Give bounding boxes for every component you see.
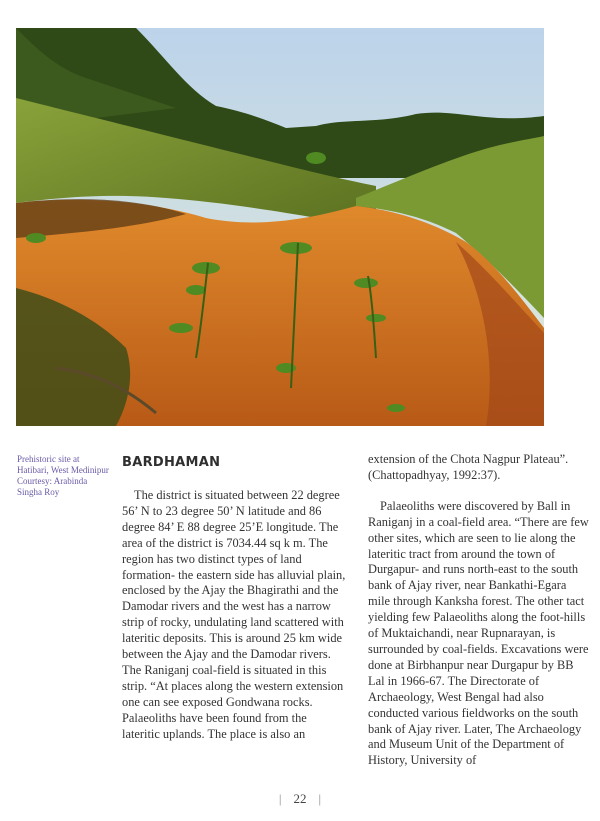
divider: | xyxy=(318,791,322,806)
section-heading: BARDHAMAN xyxy=(122,455,221,470)
body-paragraph-continuation: extension of the Chota Nagpur Plateau”. (Chattopadhyay, 1992:37). xyxy=(368,452,569,482)
divider: | xyxy=(278,791,282,806)
body-paragraph: The district is situated between 22 degree 56’ N to 23 degree 50’ N latitude and 86 degree 84’ E 88 degree 25’E longitude. The area of the district is 7034.44 sq k m. The region has two distinct types of land formation- the eastern side has alluvial plain, enclosed by the Ajay the Bhagirathi and the Damodar rivers and the west has a narrow strip of rocky, undulating land scattered with lateritic deposits. This is around 25 km wide between the Ajay and the Damodar rivers. The Raniganj coal-field is situated in this strip. “At places along the western extension one can see exposed Gondwana rocks. Palaeoliths have been found from the lateritic uplands. The place is also an xyxy=(122,488,346,741)
photo-caption: Prehistoric site at Hatibari, West Medinipur Courtesy: Arabinda Singha Roy xyxy=(17,454,109,497)
page-footer xyxy=(0,791,600,807)
text-column-left xyxy=(122,452,347,743)
page-number: 22 xyxy=(293,791,307,806)
body-paragraph: Palaeoliths were discovered by Ball in Raniganj in a coal-field area. “There are few other sites, which are seen to lie along the lateritic tract from around the town of Durgapur- and runs north-east to the south bank of Ajay river, near Bankathi-Egara mile through Kanksha forest. The other tact yielding few Palaeoliths along the foot-hills of Muktaichandi, near Rupnarayan, is surrounded by coal-fields. Excavations were done at Birbhanpur near Durgapur by BB Lal in 1966-67. The Directorate of Archaeology, West Bengal had also conducted various fieldworks on the south bank of Ajay river. Later, The Archaeology and Museum Unit of the Department of History, University of xyxy=(368,498,589,768)
landscape-photo xyxy=(16,28,544,426)
text-column-right xyxy=(368,452,590,769)
landscape-illustration xyxy=(16,28,544,426)
